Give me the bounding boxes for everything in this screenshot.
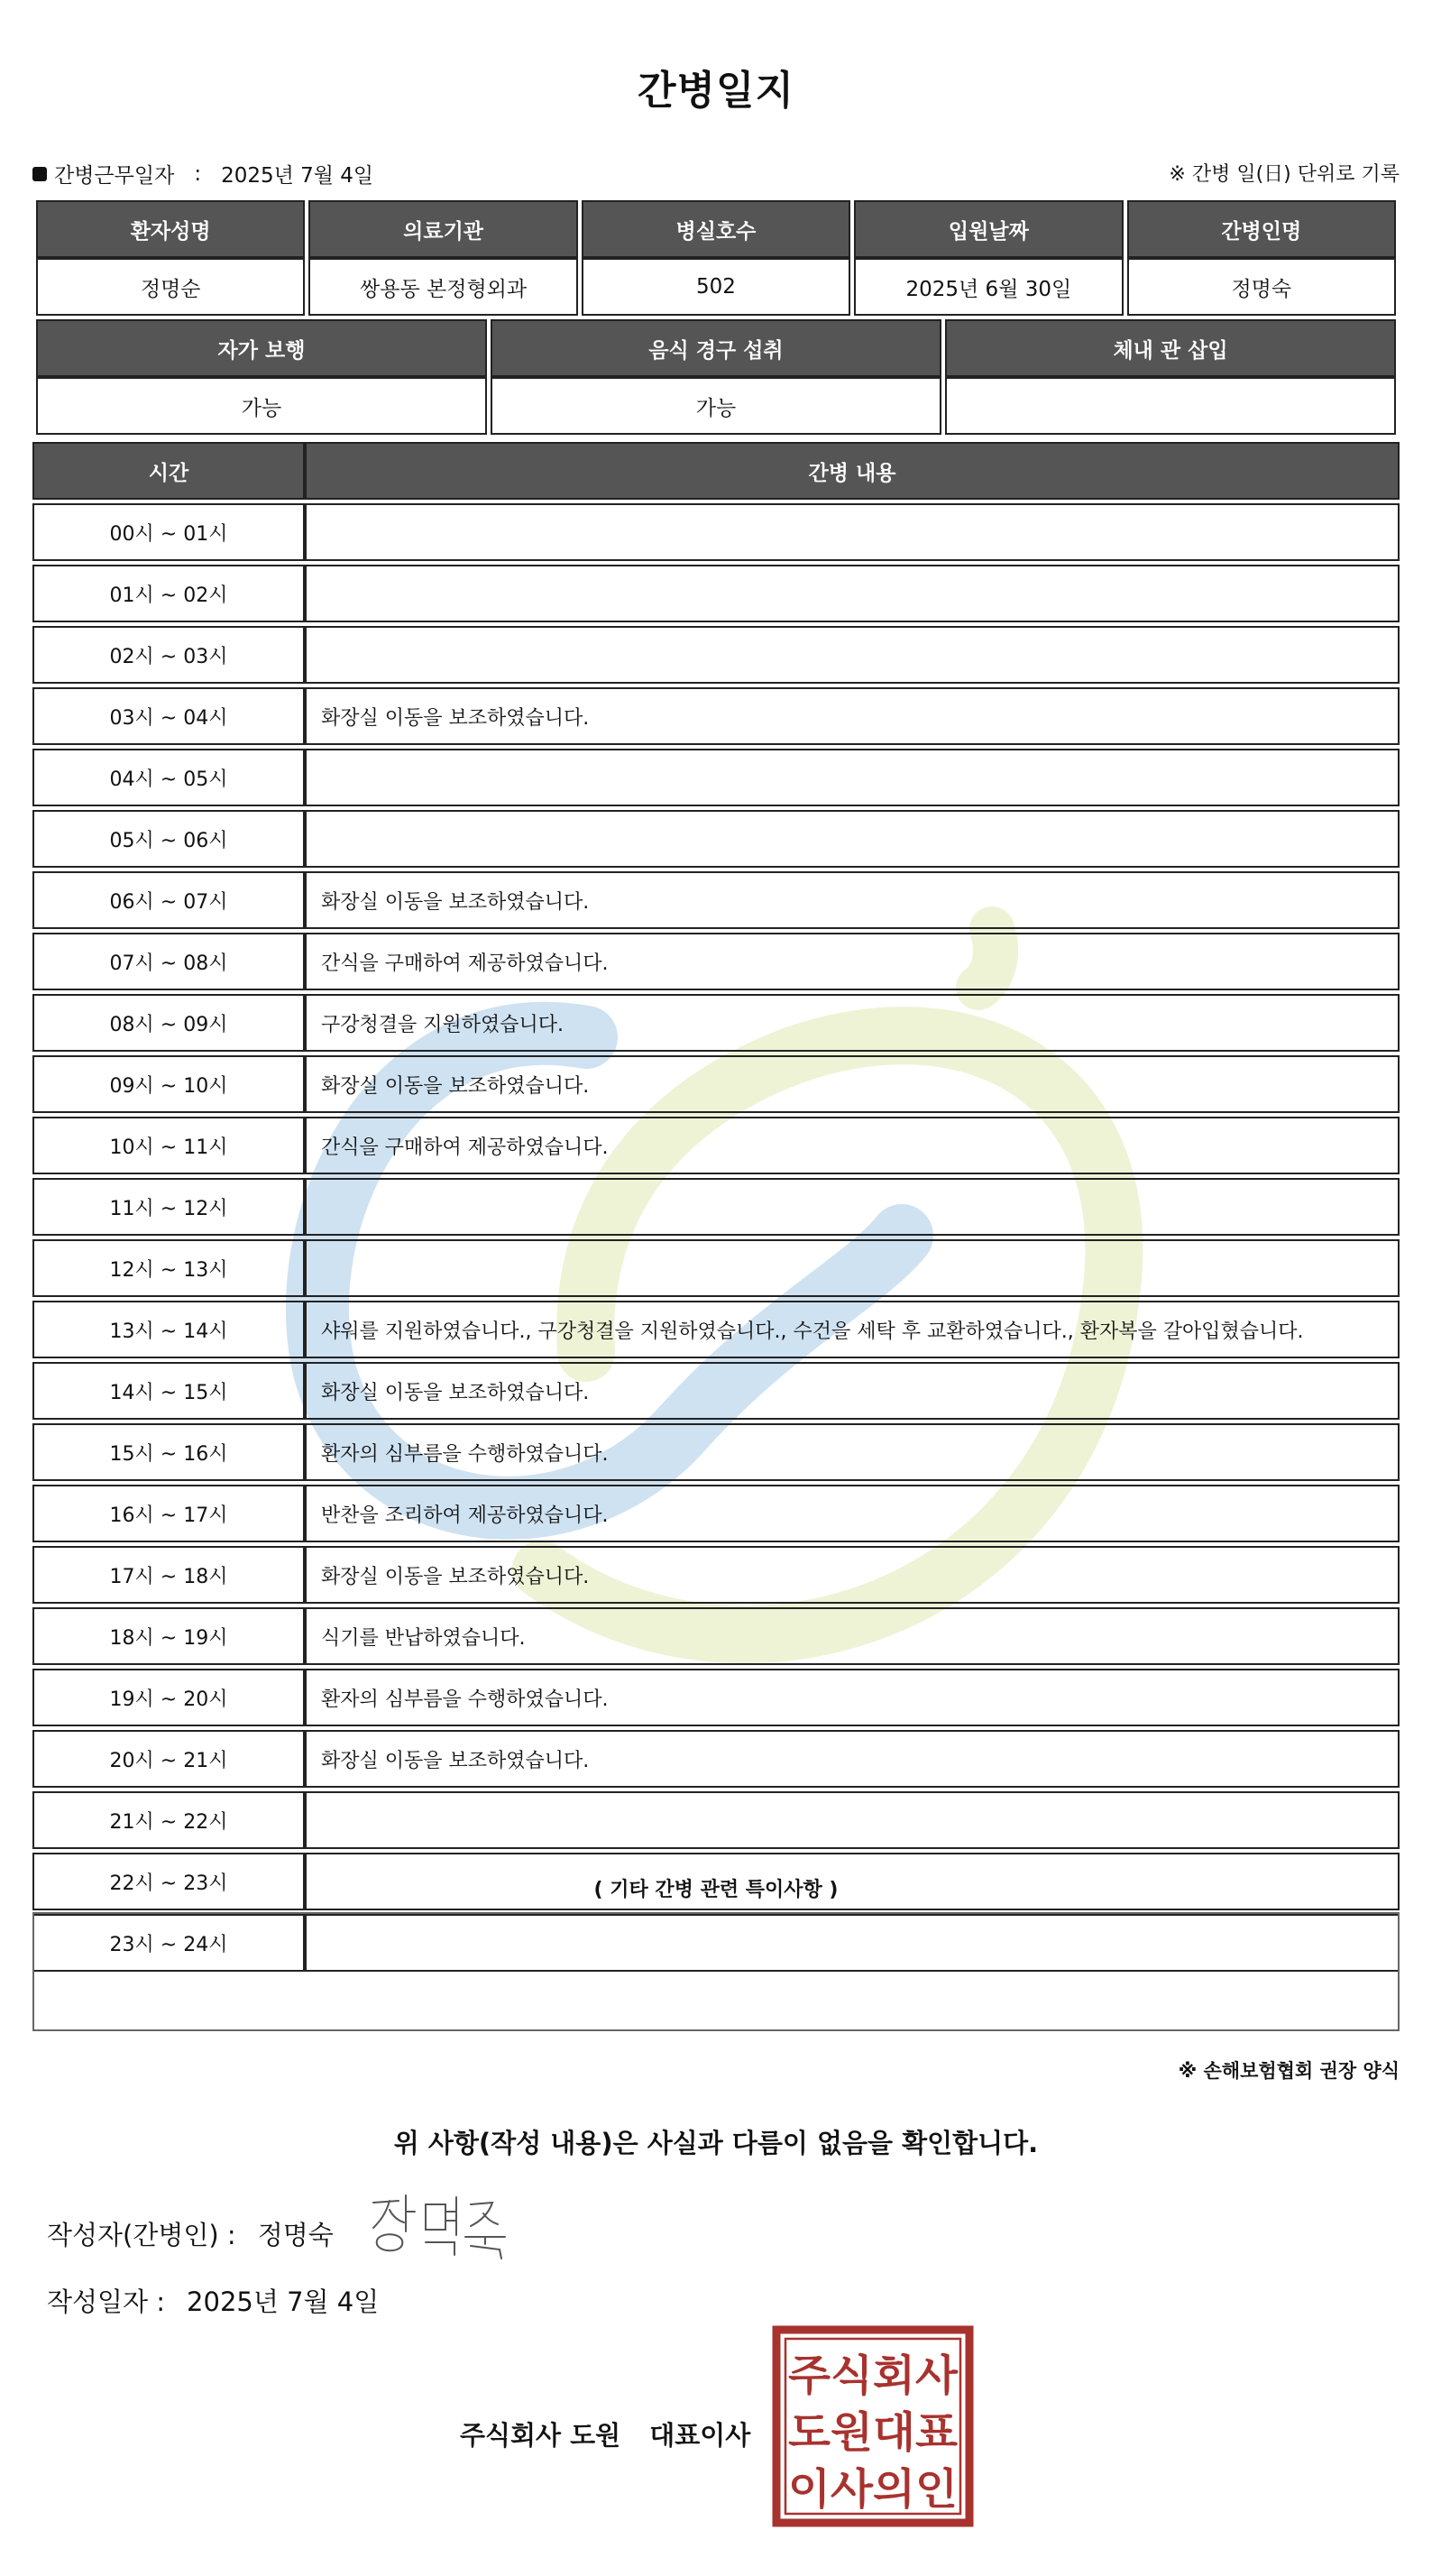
work-date-value: 2025년 7월 4일 bbox=[221, 164, 374, 188]
header-time: 시간 bbox=[32, 442, 305, 500]
company-seal-stamp bbox=[772, 2325, 974, 2527]
work-date-separator: : bbox=[194, 161, 202, 186]
log-content-cell bbox=[305, 1239, 1400, 1297]
writer-line bbox=[47, 2215, 334, 2252]
log-time-cell: 18시 ~ 19시 bbox=[32, 1607, 305, 1665]
log-content-cell: 환자의 심부름을 수행하였습니다. bbox=[305, 1669, 1400, 1726]
log-content-cell: 구강청결을 지원하였습니다. bbox=[305, 994, 1400, 1052]
log-content-cell: 화장실 이동을 보조하였습니다. bbox=[305, 1362, 1400, 1420]
log-content-cell bbox=[305, 1178, 1400, 1236]
log-time-cell: 13시 ~ 14시 bbox=[32, 1301, 305, 1358]
log-row bbox=[32, 933, 1400, 990]
log-time-cell: 22시 ~ 23시 bbox=[32, 1853, 305, 1910]
log-row bbox=[32, 1607, 1400, 1665]
log-content-cell: 환자의 심부름을 수행하였습니다. bbox=[305, 1423, 1400, 1481]
work-date-label: 간병근무일자 bbox=[54, 164, 175, 188]
log-time-cell: 01시 ~ 02시 bbox=[32, 565, 305, 622]
header-care-content: 간병 내용 bbox=[305, 442, 1400, 500]
log-row bbox=[32, 1239, 1400, 1297]
writer-label: 작성자(간병인) : bbox=[47, 2220, 236, 2250]
log-time-cell: 11시 ~ 12시 bbox=[32, 1178, 305, 1236]
log-time-cell: 16시 ~ 17시 bbox=[32, 1485, 305, 1542]
log-content-cell: 식기를 반납하였습니다. bbox=[305, 1607, 1400, 1665]
log-content-cell: 화장실 이동을 보조하였습니다. bbox=[305, 1055, 1400, 1113]
self-walking-value: 가능 bbox=[36, 377, 487, 435]
document-title: 간병일지 bbox=[637, 68, 794, 114]
log-time-cell: 05시 ~ 06시 bbox=[32, 810, 305, 868]
log-time-cell: 06시 ~ 07시 bbox=[32, 871, 305, 929]
company-name: 주식회사 도원 bbox=[460, 2420, 621, 2451]
patient-status-table bbox=[32, 319, 1400, 435]
notes-box bbox=[32, 1912, 1400, 2031]
log-row bbox=[32, 749, 1400, 806]
header-room-number: 병실호수 bbox=[582, 200, 850, 258]
log-content-cell bbox=[305, 1791, 1400, 1849]
caregiver-name-value: 정명숙 bbox=[1127, 258, 1396, 316]
patient-name-value: 정명순 bbox=[36, 258, 305, 316]
log-content-cell bbox=[305, 749, 1400, 806]
log-row bbox=[32, 1117, 1400, 1174]
seal-line-2: 도원대표 bbox=[788, 2408, 959, 2458]
log-time-cell: 09시 ~ 10시 bbox=[32, 1055, 305, 1113]
log-content-cell: 화장실 이동을 보조하였습니다. bbox=[305, 687, 1400, 745]
log-row bbox=[32, 1178, 1400, 1236]
log-content-cell bbox=[305, 503, 1400, 561]
log-time-cell: 17시 ~ 18시 bbox=[32, 1546, 305, 1604]
log-time-cell: 19시 ~ 20시 bbox=[32, 1669, 305, 1726]
log-time-cell: 21시 ~ 22시 bbox=[32, 1791, 305, 1849]
writer-name: 정명숙 bbox=[257, 2220, 334, 2250]
header-self-walking: 자가 보행 bbox=[36, 319, 487, 377]
log-content-cell: 화장실 이동을 보조하였습니다. bbox=[305, 1730, 1400, 1788]
seal-line-3: 이사의인 bbox=[788, 2465, 958, 2515]
log-content-cell: 반찬을 조리하여 제공하였습니다. bbox=[305, 1485, 1400, 1542]
hospital-value: 쌍용동 본정형외과 bbox=[308, 258, 577, 316]
written-date-line bbox=[47, 2282, 379, 2319]
log-content-cell bbox=[305, 565, 1400, 622]
log-time-cell: 04시 ~ 05시 bbox=[32, 749, 305, 806]
header-caregiver-name: 간병인명 bbox=[1127, 200, 1396, 258]
log-row bbox=[32, 626, 1400, 684]
log-content-cell: 화장실 이동을 보조하였습니다. bbox=[305, 1546, 1400, 1604]
log-content-cell: 간식을 구매하여 제공하였습니다. bbox=[305, 1117, 1400, 1174]
record-unit-note: ※ 간병 일(日) 단위로 기록 bbox=[1169, 163, 1400, 186]
bullet-square-icon bbox=[32, 167, 47, 181]
work-date-line bbox=[32, 159, 373, 189]
seal-line-1: 주식회사 bbox=[788, 2351, 959, 2401]
company-signature-line bbox=[460, 2415, 750, 2452]
admission-date-value: 2025년 6월 30일 bbox=[854, 258, 1123, 316]
log-row bbox=[32, 1730, 1400, 1788]
log-content-cell: 화장실 이동을 보조하였습니다. bbox=[305, 871, 1400, 929]
oral-intake-value: 가능 bbox=[491, 377, 941, 435]
log-time-cell: 02시 ~ 03시 bbox=[32, 626, 305, 684]
log-content-cell bbox=[305, 810, 1400, 868]
written-date-value: 2025년 7월 4일 bbox=[187, 2286, 380, 2317]
header-hospital: 의료기관 bbox=[308, 200, 577, 258]
representative-title: 대표이사 bbox=[649, 2420, 751, 2451]
log-time-cell: 10시 ~ 11시 bbox=[32, 1117, 305, 1174]
log-content-cell: 간식을 구매하여 제공하였습니다. bbox=[305, 933, 1400, 990]
log-row bbox=[32, 503, 1400, 561]
log-time-cell: 23시 ~ 24시 bbox=[32, 1914, 305, 1972]
log-row bbox=[32, 1301, 1400, 1358]
log-row bbox=[32, 1055, 1400, 1113]
log-time-cell: 14시 ~ 15시 bbox=[32, 1362, 305, 1420]
header-admission-date: 입원날짜 bbox=[854, 200, 1123, 258]
recommended-form-note: ※ 손해보험협회 권장 양식 bbox=[1178, 2060, 1400, 2082]
log-time-cell: 08시 ~ 09시 bbox=[32, 994, 305, 1052]
log-time-cell: 12시 ~ 13시 bbox=[32, 1239, 305, 1297]
log-time-cell: 00시 ~ 01시 bbox=[32, 503, 305, 561]
log-row bbox=[32, 1362, 1400, 1420]
log-time-cell: 20시 ~ 21시 bbox=[32, 1730, 305, 1788]
log-row bbox=[32, 994, 1400, 1052]
log-content-cell: 샤워를 지원하였습니다., 구강청결을 지원하였습니다., 수건을 세탁 후 교환하였습니다., 환자복을 갈아입혔습니다. bbox=[305, 1301, 1400, 1358]
care-log-table bbox=[32, 438, 1400, 1975]
log-time-cell: 15시 ~ 16시 bbox=[32, 1423, 305, 1481]
header-tube-insertion: 체내 관 삽입 bbox=[945, 319, 1396, 377]
log-row bbox=[32, 871, 1400, 929]
log-row bbox=[32, 1669, 1400, 1726]
log-row bbox=[32, 810, 1400, 868]
header-oral-intake: 음식 경구 섭취 bbox=[491, 319, 941, 377]
written-date-label: 작성일자 : bbox=[47, 2286, 166, 2317]
room-number-value: 502 bbox=[582, 258, 850, 316]
log-time-cell: 03시 ~ 04시 bbox=[32, 687, 305, 745]
log-row bbox=[32, 1546, 1400, 1604]
log-row bbox=[32, 1791, 1400, 1849]
notes-label: ( 기타 간병 관련 특이사항 ) bbox=[593, 1879, 839, 1901]
header-patient-name: 환자성명 bbox=[36, 200, 305, 258]
tube-insertion-value bbox=[945, 377, 1396, 435]
log-time-cell: 07시 ~ 08시 bbox=[32, 933, 305, 990]
patient-info-table bbox=[32, 200, 1400, 316]
confirmation-statement: 위 사항(작성 내용)은 사실과 다름이 없음을 확인합니다. bbox=[393, 2128, 1039, 2158]
handwritten-signature bbox=[370, 2190, 532, 2262]
log-row bbox=[32, 687, 1400, 745]
log-row bbox=[32, 1485, 1400, 1542]
log-row bbox=[32, 565, 1400, 622]
log-content-cell bbox=[305, 626, 1400, 684]
log-row bbox=[32, 1423, 1400, 1481]
